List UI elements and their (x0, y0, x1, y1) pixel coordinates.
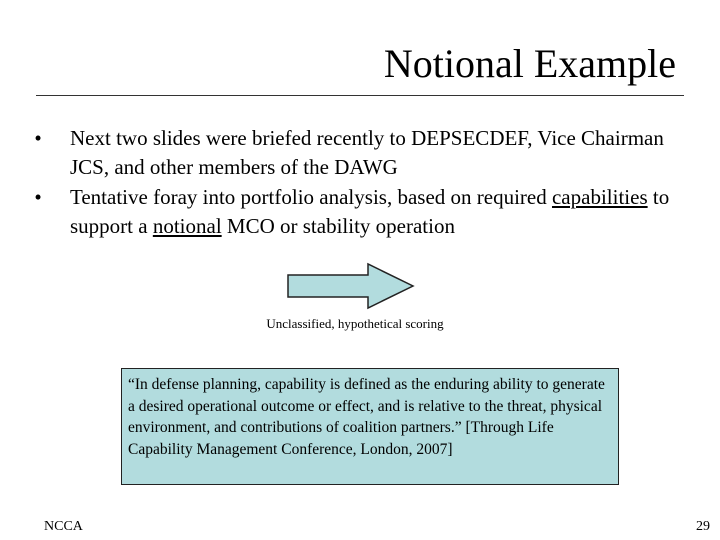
quote-box: “In defense planning, capability is defined as the enduring ability to generate a desired operational outcome or effect, and is relative to the threat, physical environment, and contributions of coalition partners.” [Through Life Capability Management Conference, London, 2007] (121, 368, 619, 485)
bullet-dot-icon: • (34, 126, 42, 150)
footer-organization: NCCA (44, 519, 83, 534)
bullet-text: to support a (70, 185, 670, 238)
right-arrow-icon (286, 262, 416, 310)
bullet-text: MCO or stability operation (221, 214, 455, 238)
bullet-text: Next two slides were briefed recently to DEPSECDEF, Vice Chairman JCS, and other members of the DAWG (70, 126, 664, 179)
page-number: 29 (696, 519, 710, 534)
bullet-dot-icon: • (34, 185, 42, 209)
bullet-item (28, 124, 688, 182)
bullet-text: Tentative foray into portfolio analysis, based on required (70, 185, 552, 209)
title-divider (36, 95, 684, 96)
bullet-item (28, 183, 688, 241)
underlined-term-capabilities: capabilities (551, 185, 648, 209)
slide-title: Notional Example (383, 41, 676, 86)
bullet-list (28, 124, 688, 242)
underlined-term-notional: notional (152, 214, 222, 238)
scoring-caption: Unclassified, hypothetical scoring (266, 316, 444, 331)
